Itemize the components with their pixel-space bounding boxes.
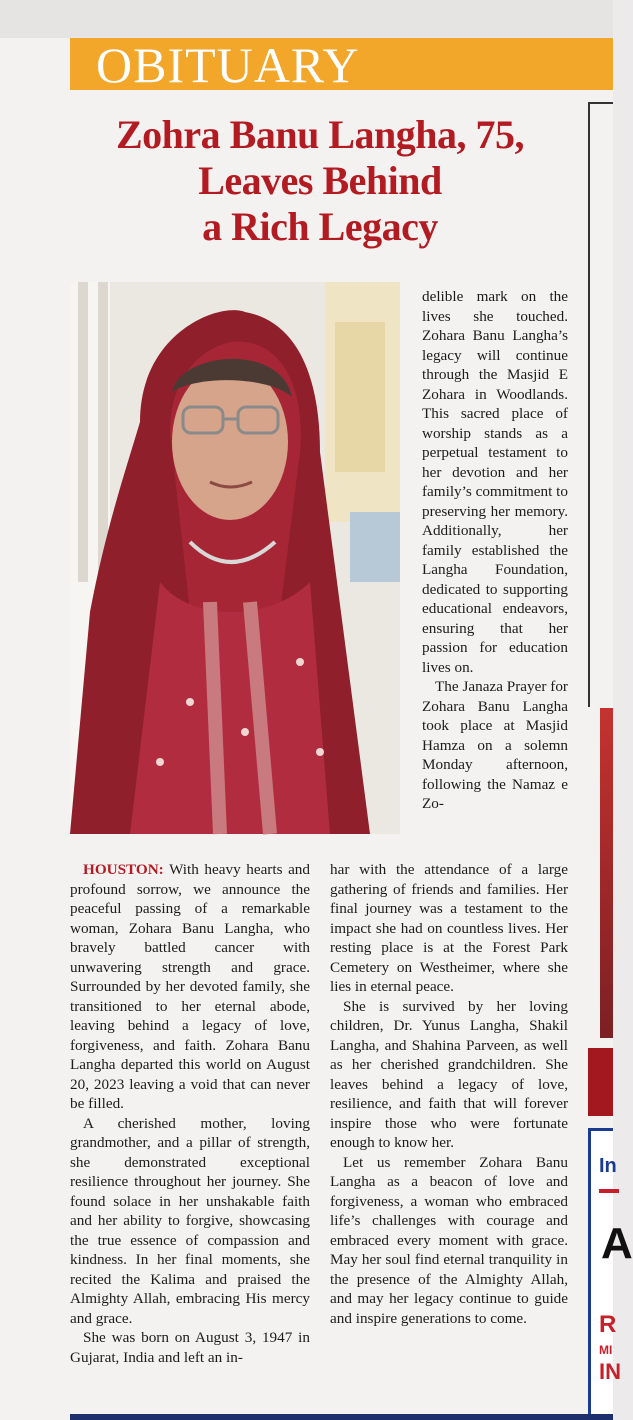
paragraph: har with the attendance of a large gathering of friends and families. Her final journey was a testament to the impact she had on countless lives. Her resting place is at the Forest Park Cemetery on Westheimer, where she lies in eternal peace. [330, 861, 568, 995]
ad-text-3: R [599, 1311, 617, 1338]
ad-text-5: IN [599, 1359, 621, 1384]
ad-text-4: MI [599, 1343, 613, 1357]
ad-text-1: In [599, 1155, 617, 1177]
paragraph: The Janaza Prayer for Zohara Banu Langha took place at Masjid Hamza on a solemn Monday afternoon, following the Namaz e Zo- [422, 678, 568, 812]
paragraph: A cherished mother, loving grandmother, and a pillar of strength, she demonstrated exceptional resilience throughout her journey. She found solace in her unshakable faith and her ability to forgive, showcasing the true essence of compassion and kindness. In her final moments, she recited the Kalima and praised the Almighty Allah, embracing His mercy and grace. [70, 1114, 310, 1327]
section-banner [70, 37, 613, 93]
page-bottom-rule [70, 1414, 613, 1420]
headline-line-3: a Rich Legacy [202, 204, 438, 249]
headline-line-2: Leaves Behind [198, 158, 442, 203]
headline-line-1: Zohra Banu Langha, 75, [115, 112, 525, 157]
adjacent-advertisement [588, 1128, 633, 1420]
page-top-margin [0, 0, 613, 38]
ad-text-2: A [601, 1219, 633, 1268]
dateline: HOUSTON: [83, 861, 164, 878]
adjacent-photo [600, 708, 613, 1038]
paragraph: With heavy hearts and profound sorrow, we announce the peaceful passing of a remarkable woman, Zohara Banu Langha, who bravely battled cancer with unwavering strength and grace. Surrounded by her devoted family, she transitioned to her eternal abode, leaving behind a legacy of love, forgiveness, and faith. Zohara Banu Langha departed this world on August 20, 2023 leaving a void that can never be filled. [70, 861, 310, 1112]
section-label: OBITUARY [96, 37, 360, 93]
portrait-illustration [70, 282, 400, 834]
article-headline [70, 112, 570, 250]
ad-divider [599, 1189, 619, 1193]
paragraph: delible mark on the lives she touched. Zohara Banu Langha’s legacy will continue through the Masjid E Zohara in Woodlands. This sacred place of worship stands as a perpetual testament to her devotion and her family’s commitment to preserving her memory. Additionally, her family established the Langha Foundation, dedicated to supporting educational endeavors, ensuring that her passion for education lives on. [422, 288, 568, 676]
article-column-right-top [422, 287, 568, 814]
paragraph: Let us remember Zohara Banu Langha as a beacon of love and forgiveness, a woman who embraced life’s challenges with courage and embraced every moment with grace. May her soul find eternal tranquility in the presence of the Almighty Allah, and may her legacy continue to guide and inspire generations to come. [330, 1153, 568, 1327]
adjacent-red-block [588, 1048, 613, 1116]
adjacent-article-frame [588, 102, 613, 707]
paragraph: She was born on August 3, 1947 in Gujarat, India and left an in- [70, 1329, 310, 1366]
article-column-right [330, 860, 568, 1328]
paragraph: She is survived by her loving children, Dr. Yunus Langha, Shakil Langha, and Shahina Parveen, as well as her cherished grandchildren. She leaves behind a legacy of love, resilience, and faith that will forever inspire those who were fortunate enough to know her. [330, 997, 568, 1151]
portrait-photo [70, 282, 400, 834]
article-column-left [70, 860, 310, 1367]
